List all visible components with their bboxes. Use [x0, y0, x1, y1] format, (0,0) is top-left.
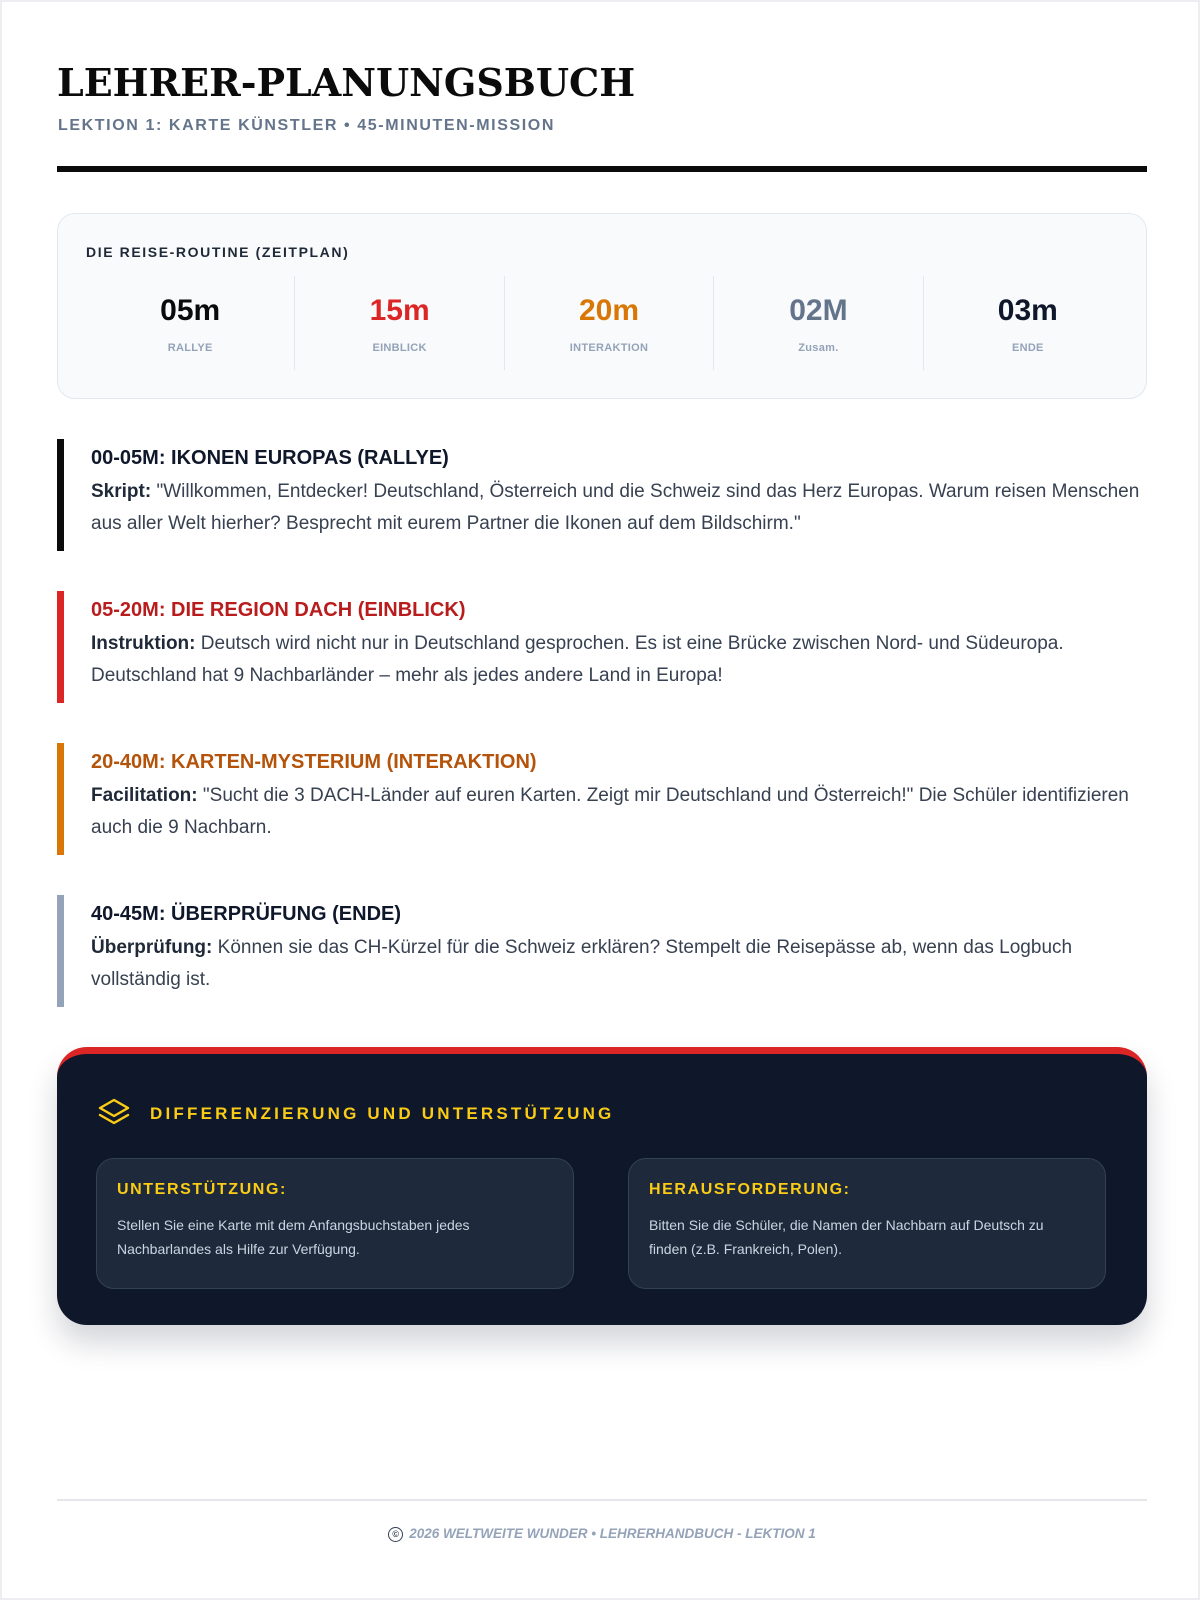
step-ende	[57, 895, 1147, 1007]
step-text: Können sie das CH-Kürzel für die Schweiz erklären? Stempelt die Reisepässe ab, wenn das Logbuch vollständig ist.	[91, 937, 1073, 990]
step-title: 00-05M: IKONEN EUROPAS (RALLYE)	[91, 447, 449, 469]
footer	[2, 1526, 1200, 1542]
step-body	[91, 476, 1147, 540]
step-label: Facilitation:	[91, 785, 198, 806]
step-title: 20-40M: KARTEN-MYSTERIUM (INTERAKTION)	[91, 751, 537, 773]
step-text: Deutsch wird nicht nur in Deutschland gesprochen. Es ist eine Brücke zwischen Nord- und Südeuropa. Deutschland hat 9 Nachbarländer – mehr als jedes andere Land in Europa!	[91, 633, 1064, 686]
step-label: Skript:	[91, 481, 152, 502]
differentiation-panel	[57, 1047, 1147, 1325]
step-title: 05-20M: DIE REGION DACH (EINBLICK)	[91, 599, 466, 621]
segment-name: EINBLICK	[372, 342, 427, 354]
support-card	[96, 1158, 574, 1289]
segment-name: ENDE	[1011, 342, 1044, 354]
schedule-segment-einblick	[295, 276, 504, 370]
step-body	[91, 780, 1147, 844]
challenge-card	[628, 1158, 1106, 1289]
copyright-icon: ©	[388, 1527, 403, 1542]
challenge-text: Bitten Sie die Schüler, die Namen der Nachbarn auf Deutsch zu finden (z.B. Frankreich, Polen).	[649, 1217, 1044, 1257]
segment-time: 05m	[160, 294, 221, 327]
step-interaktion	[57, 743, 1147, 855]
step-body	[91, 628, 1147, 692]
segment-time: 03m	[997, 294, 1058, 327]
schedule-segment-rallye	[86, 276, 295, 370]
footer-text: 2026 WELTWEITE WUNDER • LEHRERHANDBUCH - LEKTION 1	[409, 1526, 816, 1541]
segment-time: 02M	[789, 294, 848, 327]
schedule-segment-zusam	[714, 276, 923, 370]
step-einblick	[57, 591, 1147, 703]
schedule-label: DIE REISE-ROUTINE (ZEITPLAN)	[86, 244, 350, 260]
step-text: "Sucht die 3 DACH-Länder auf euren Karten. Zeigt mir Deutschland und Österreich!" Die Schüler identifizieren auch die 9 Nachbarn.	[91, 785, 1129, 838]
segment-name: INTERAKTION	[569, 342, 649, 354]
segment-name: RALLYE	[167, 342, 213, 354]
step-title: 40-45M: ÜBERPRÜFUNG (ENDE)	[91, 903, 402, 925]
page-subtitle: LEKTION 1: KARTE KÜNSTLER • 45-MINUTEN-MISSION	[58, 117, 555, 134]
schedule-segment-ende	[924, 276, 1132, 370]
step-text: "Willkommen, Entdecker! Deutschland, Österreich und die Schweiz sind das Herz Europas. Warum reisen Menschen aus aller Welt hierher? Besprecht mit eurem Partner die Ikonen auf dem Bildschirm."	[91, 481, 1140, 534]
support-text: Stellen Sie eine Karte mit dem Anfangsbuchstaben jedes Nachbarlandes als Hilfe zur Verfügung.	[117, 1217, 470, 1257]
page-title: LEHRER-PLANUNGSBUCH	[57, 60, 636, 105]
layers-icon	[97, 1096, 131, 1130]
schedule-segment-interaktion	[505, 276, 714, 370]
schedule-segments	[86, 276, 1132, 370]
title-divider	[57, 166, 1147, 172]
step-label: Überprüfung:	[91, 937, 213, 958]
segment-time: 15m	[369, 294, 430, 327]
differentiation-title: DIFFERENZIERUNG UND UNTERSTÜTZUNG	[150, 1104, 615, 1123]
challenge-title: HERAUSFORDERUNG:	[649, 1181, 851, 1198]
segment-time: 20m	[578, 294, 640, 327]
footer-divider	[57, 1499, 1147, 1501]
step-body	[91, 932, 1147, 996]
step-rallye	[57, 439, 1147, 551]
support-title: UNTERSTÜTZUNG:	[117, 1181, 287, 1198]
step-label: Instruktion:	[91, 633, 196, 654]
segment-name: Zusam.	[798, 342, 839, 354]
schedule-panel	[57, 213, 1147, 399]
